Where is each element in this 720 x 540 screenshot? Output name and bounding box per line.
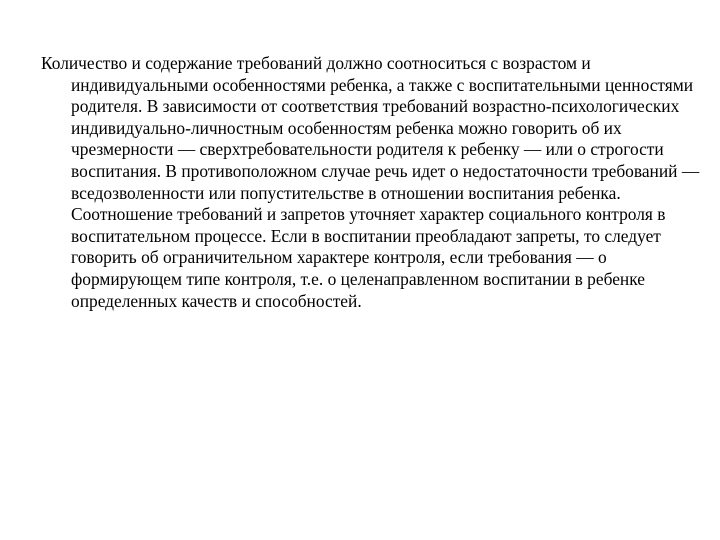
body-paragraph: Количество и содержание требований должно соотноситься с возрастом и индивидуальными особенностями ребенка, а также с воспитательными ценностями родителя. В зависимости от соответствия требований возрастно-психологических индивидуально-личностным особенностям ребенка можно говорить об их чрезмерности — сверхтребовательности родителя к ребенку — или о строгости воспитания. В противоположном случае речь идет о недостаточности требований — вседозволенности или попустительстве в отношении воспитания ребенка. Соотношение требований и запретов уточняет характер социального контроля в воспитательном процессе. Если в воспитании преобладают запреты, то следует говорить об ограничительном характере контроля, если требования — о формирующем типе контроля, т.е. о целенаправленном воспитании в ребенке определенных качеств и способностей. [41,53,700,311]
